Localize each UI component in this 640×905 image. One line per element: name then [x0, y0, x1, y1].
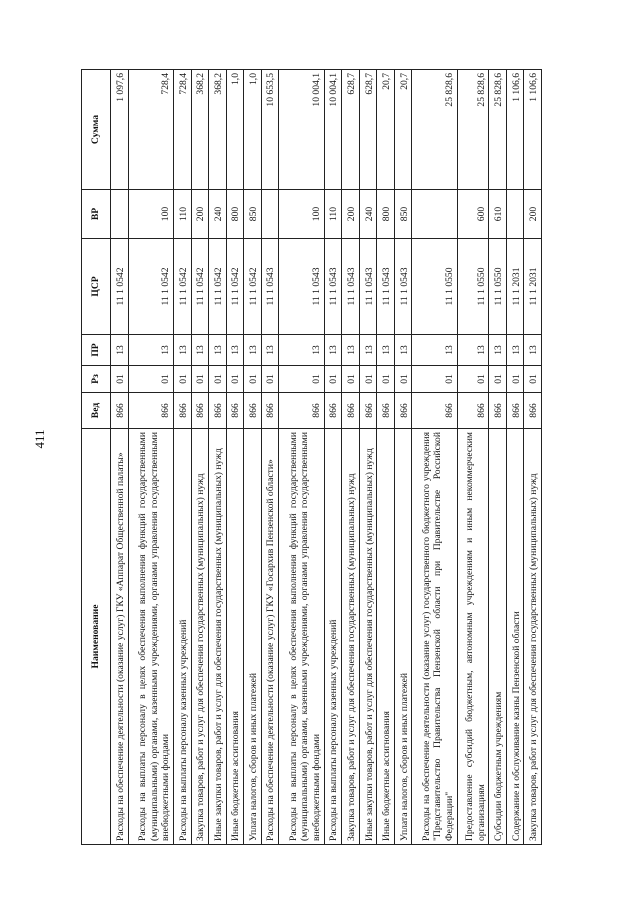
- cell-rz: 01: [261, 366, 279, 393]
- cell-pr: 13: [111, 335, 129, 366]
- cell-vr: [412, 190, 457, 239]
- cell-csr: 11 1 0542: [111, 239, 129, 335]
- page-number: 411: [32, 429, 47, 449]
- cell-ved: 866: [394, 393, 412, 429]
- table-header-row: [82, 70, 111, 845]
- cell-vr: 110: [173, 190, 191, 239]
- cell-pr: 13: [209, 335, 227, 366]
- cell-vr: 100: [128, 190, 173, 239]
- cell-csr: 11 1 2031: [506, 239, 524, 335]
- cell-pr: 13: [412, 335, 457, 366]
- cell-pr: 13: [279, 335, 324, 366]
- cell-csr: 11 1 0543: [261, 239, 279, 335]
- cell-sum: 628,7: [359, 70, 377, 190]
- budget-table: [81, 69, 542, 845]
- cell-rz: 01: [209, 366, 227, 393]
- cell-rz: 01: [324, 366, 342, 393]
- table-row: [191, 70, 209, 845]
- cell-ved: 866: [261, 393, 279, 429]
- cell-ved: 866: [128, 393, 173, 429]
- cell-sum: 1,0: [244, 70, 262, 190]
- table-row: [412, 70, 457, 845]
- cell-sum: 25 828,6: [457, 70, 489, 190]
- cell-rz: 01: [394, 366, 412, 393]
- cell-vr: 600: [457, 190, 489, 239]
- cell-ved: 866: [412, 393, 457, 429]
- cell-rz: 01: [279, 366, 324, 393]
- cell-sum: 728,4: [128, 70, 173, 190]
- cell-csr: 11 1 0542: [173, 239, 191, 335]
- cell-rz: 01: [412, 366, 457, 393]
- table-row: [111, 70, 129, 845]
- cell-ved: 866: [244, 393, 262, 429]
- table-row: [489, 70, 507, 845]
- cell-vr: [111, 190, 129, 239]
- cell-ved: 866: [226, 393, 244, 429]
- cell-csr: 11 1 0543: [377, 239, 395, 335]
- cell-vr: 850: [394, 190, 412, 239]
- cell-vr: 610: [489, 190, 507, 239]
- cell-vr: [506, 190, 524, 239]
- cell-sum: 10 653,5: [261, 70, 279, 190]
- cell-ved: 866: [377, 393, 395, 429]
- cell-vr: 800: [377, 190, 395, 239]
- cell-pr: 13: [128, 335, 173, 366]
- table-row: [324, 70, 342, 845]
- header-pr: ПР: [82, 335, 111, 366]
- cell-vr: 800: [226, 190, 244, 239]
- cell-rz: 01: [111, 366, 129, 393]
- cell-pr: 13: [342, 335, 360, 366]
- table-row: [342, 70, 360, 845]
- cell-csr: 11 1 0542: [244, 239, 262, 335]
- cell-pr: 13: [506, 335, 524, 366]
- table-row: [394, 70, 412, 845]
- cell-ved: 866: [524, 393, 542, 429]
- table-row: [457, 70, 489, 845]
- cell-name: Закупка товаров, работ и услуг для обеспечения государственных (муниципальных) нужд: [191, 429, 209, 845]
- table-row: [128, 70, 173, 845]
- cell-rz: 01: [457, 366, 489, 393]
- cell-csr: 11 1 0543: [342, 239, 360, 335]
- table-row: [244, 70, 262, 845]
- table-row: [506, 70, 524, 845]
- cell-rz: 01: [359, 366, 377, 393]
- cell-name: Закупка товаров, работ и услуг для обеспечения государственных (муниципальных) нужд: [342, 429, 360, 845]
- cell-name: Иные бюджетные ассигнования: [226, 429, 244, 845]
- cell-sum: 25 828,6: [412, 70, 457, 190]
- cell-pr: 13: [173, 335, 191, 366]
- table-row: [377, 70, 395, 845]
- cell-sum: 1 106,6: [506, 70, 524, 190]
- cell-sum: 368,2: [209, 70, 227, 190]
- cell-csr: 11 1 0543: [359, 239, 377, 335]
- header-csr: ЦСР: [82, 239, 111, 335]
- cell-rz: 01: [226, 366, 244, 393]
- cell-name: Расходы на обеспечение деятельности (оказание услуг) ГКУ «Госархив Пензенской области»: [261, 429, 279, 845]
- cell-csr: 11 1 0542: [191, 239, 209, 335]
- cell-sum: 1 097,6: [111, 70, 129, 190]
- cell-name: Расходы на выплаты персоналу в целях обеспечения выполнения функций государственными (муниципальными) органами, казенными учреждениями, органами управления государственными внебюджетными фондами: [128, 429, 173, 845]
- cell-csr: 11 1 0542: [209, 239, 227, 335]
- header-name: Наименование: [82, 429, 111, 845]
- cell-csr: 11 1 0550: [412, 239, 457, 335]
- cell-vr: 200: [524, 190, 542, 239]
- cell-name: Иные закупки товаров, работ и услуг для обеспечения государственных (муниципальных) нужд: [359, 429, 377, 845]
- table-row: [524, 70, 542, 845]
- cell-name: Расходы на обеспечение деятельности (оказание услуг) государственного бюджетного учреждения "Представительство Правительства Пензенской области при Правительстве Российской Федерации": [412, 429, 457, 845]
- table-row: [279, 70, 324, 845]
- cell-sum: 1,0: [226, 70, 244, 190]
- cell-pr: 13: [524, 335, 542, 366]
- cell-csr: 11 1 0550: [489, 239, 507, 335]
- cell-csr: 11 1 0543: [394, 239, 412, 335]
- cell-sum: 1 106,6: [524, 70, 542, 190]
- cell-pr: 13: [489, 335, 507, 366]
- cell-ved: 866: [342, 393, 360, 429]
- cell-name: Иные бюджетные ассигнования: [377, 429, 395, 845]
- cell-ved: 866: [191, 393, 209, 429]
- cell-pr: 13: [261, 335, 279, 366]
- table-row: [209, 70, 227, 845]
- cell-csr: 11 1 0542: [226, 239, 244, 335]
- cell-csr: 11 1 2031: [524, 239, 542, 335]
- budget-table-rotated: [81, 70, 542, 845]
- cell-name: Расходы на выплаты персоналу в целях обеспечения выполнения функций государственными (муниципальными) органами, казенными учреждениями, органами управления государственными внебюджетными фондами: [279, 429, 324, 845]
- cell-vr: [261, 190, 279, 239]
- table-row: [173, 70, 191, 845]
- cell-pr: 13: [457, 335, 489, 366]
- cell-csr: 11 1 0550: [457, 239, 489, 335]
- cell-sum: 628,7: [342, 70, 360, 190]
- cell-name: Содержание и обслуживание казны Пензенской области: [506, 429, 524, 845]
- cell-rz: 01: [506, 366, 524, 393]
- header-ved: Вед: [82, 393, 111, 429]
- cell-rz: 01: [342, 366, 360, 393]
- cell-sum: 25 828,6: [489, 70, 507, 190]
- cell-pr: 13: [226, 335, 244, 366]
- cell-sum: 728,4: [173, 70, 191, 190]
- table-body: [111, 70, 542, 845]
- cell-ved: 866: [457, 393, 489, 429]
- cell-pr: 13: [359, 335, 377, 366]
- cell-vr: 200: [191, 190, 209, 239]
- cell-ved: 866: [111, 393, 129, 429]
- cell-rz: 01: [173, 366, 191, 393]
- cell-ved: 866: [324, 393, 342, 429]
- cell-name: Закупка товаров, работ и услуг для обеспечения государственных (муниципальных) нужд: [524, 429, 542, 845]
- cell-name: Расходы на выплаты персоналу казенных учреждений: [173, 429, 191, 845]
- cell-rz: 01: [128, 366, 173, 393]
- header-rz: Рз: [82, 366, 111, 393]
- cell-vr: 240: [359, 190, 377, 239]
- cell-ved: 866: [173, 393, 191, 429]
- header-vr: ВР: [82, 190, 111, 239]
- table-row: [261, 70, 279, 845]
- cell-vr: 240: [209, 190, 227, 239]
- cell-vr: 850: [244, 190, 262, 239]
- cell-name: Расходы на обеспечение деятельности (оказание услуг) ГКУ «Аппарат Общественной палаты»: [111, 429, 129, 845]
- cell-sum: 368,2: [191, 70, 209, 190]
- cell-name: Иные закупки товаров, работ и услуг для обеспечения государственных (муниципальных) нужд: [209, 429, 227, 845]
- cell-ved: 866: [359, 393, 377, 429]
- cell-vr: 100: [279, 190, 324, 239]
- cell-pr: 13: [244, 335, 262, 366]
- cell-csr: 11 1 0543: [324, 239, 342, 335]
- cell-csr: 11 1 0542: [128, 239, 173, 335]
- cell-name: Уплата налогов, сборов и иных платежей: [244, 429, 262, 845]
- cell-ved: 866: [489, 393, 507, 429]
- cell-ved: 866: [209, 393, 227, 429]
- cell-sum: 10 004,1: [279, 70, 324, 190]
- cell-rz: 01: [244, 366, 262, 393]
- cell-ved: 866: [279, 393, 324, 429]
- cell-name: Субсидии бюджетным учреждениям: [489, 429, 507, 845]
- table-row: [359, 70, 377, 845]
- cell-csr: 11 1 0543: [279, 239, 324, 335]
- cell-sum: 10 004,1: [324, 70, 342, 190]
- cell-vr: 110: [324, 190, 342, 239]
- cell-ved: 866: [506, 393, 524, 429]
- cell-pr: 13: [377, 335, 395, 366]
- cell-pr: 13: [191, 335, 209, 366]
- cell-rz: 01: [489, 366, 507, 393]
- cell-name: Расходы на выплаты персоналу казенных учреждений: [324, 429, 342, 845]
- cell-sum: 20,7: [394, 70, 412, 190]
- cell-name: Уплата налогов, сборов и иных платежей: [394, 429, 412, 845]
- cell-sum: 20,7: [377, 70, 395, 190]
- table-row: [226, 70, 244, 845]
- cell-rz: 01: [377, 366, 395, 393]
- cell-name: Предоставление субсидий бюджетным, автономным учреждениям и иным некоммерческим организациям: [457, 429, 489, 845]
- cell-rz: 01: [191, 366, 209, 393]
- cell-pr: 13: [324, 335, 342, 366]
- header-sum: Сумма: [82, 70, 111, 190]
- cell-pr: 13: [394, 335, 412, 366]
- cell-rz: 01: [524, 366, 542, 393]
- cell-vr: 200: [342, 190, 360, 239]
